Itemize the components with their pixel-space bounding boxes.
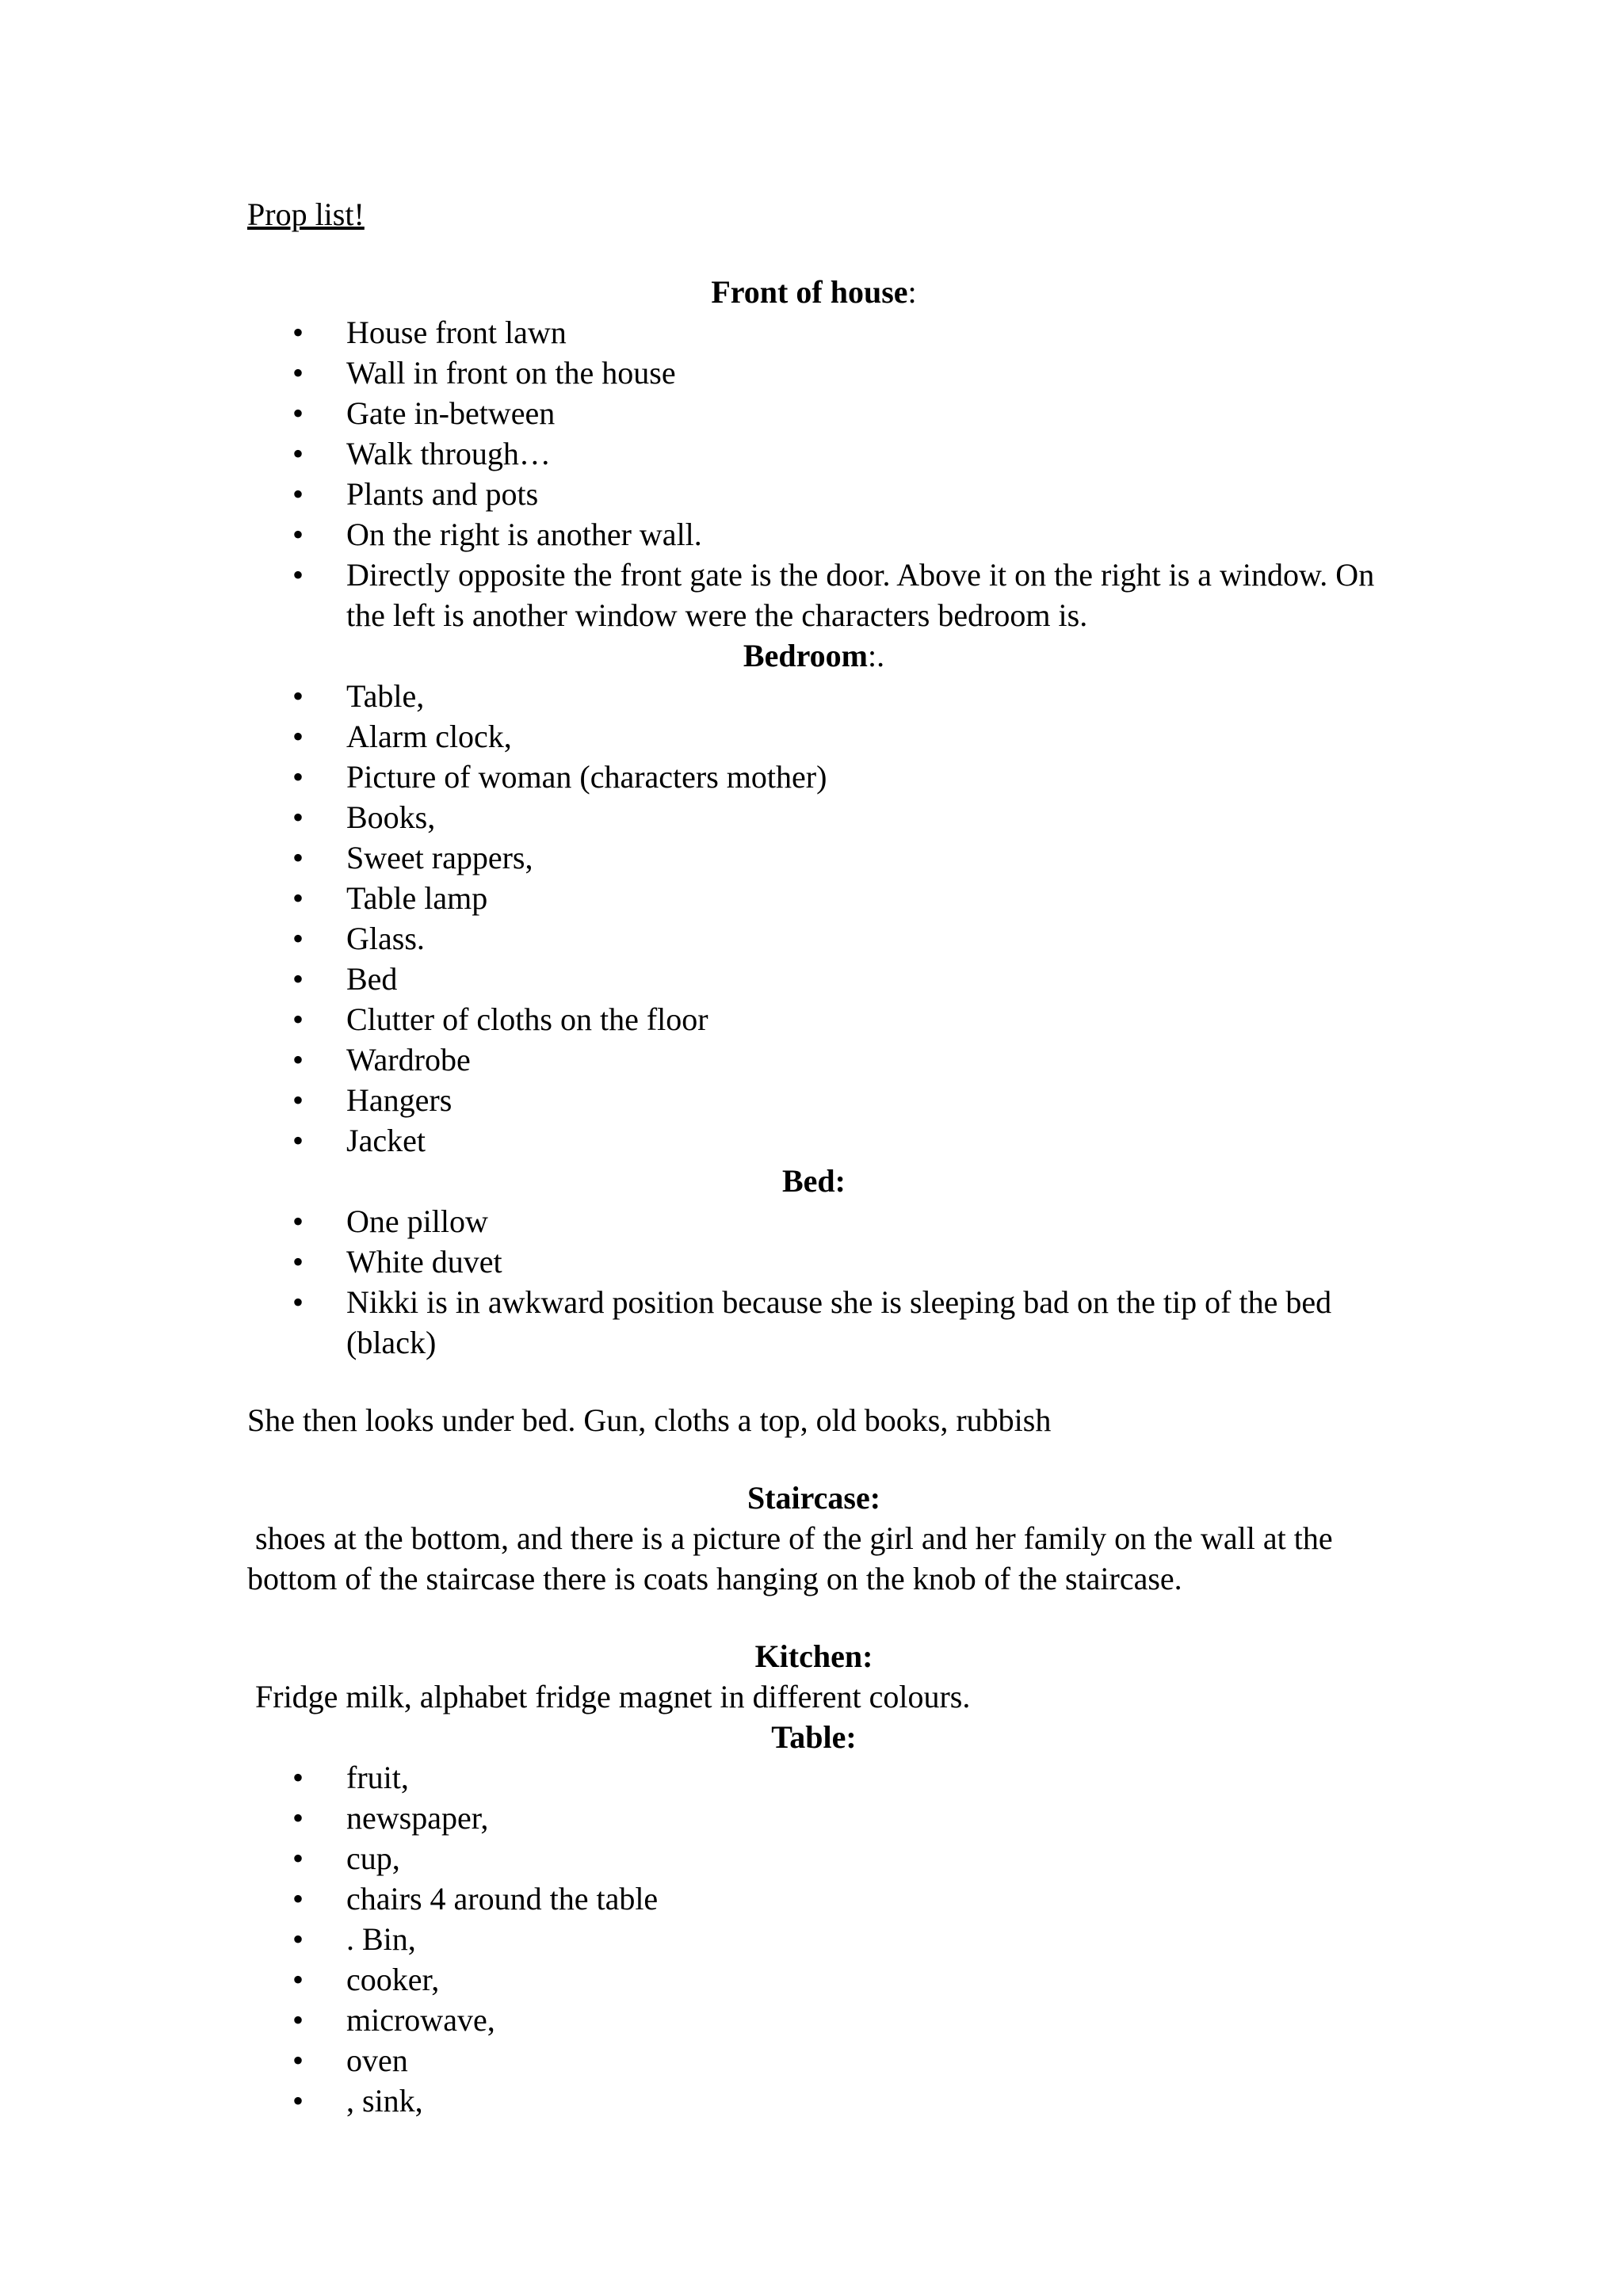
list-item [247, 918, 1381, 959]
list-item [247, 1878, 1381, 1919]
list-item-text: Wall in front on the house [346, 355, 676, 391]
bullet-icon: • [292, 1921, 304, 1957]
bullet-icon: • [292, 1203, 304, 1239]
list-item [247, 555, 1381, 635]
kitchen-paragraph: Fridge milk, alphabet fridge magnet in different colours. [255, 1679, 971, 1714]
list-item-text: newspaper, [346, 1800, 489, 1836]
list-item [247, 312, 1381, 353]
list-item-text: On the right is another wall. [346, 517, 702, 552]
list-item-text: oven [346, 2042, 408, 2078]
list-item [247, 2000, 1381, 2040]
bullet-icon: • [292, 355, 304, 391]
list-item [247, 2081, 1381, 2121]
list-item-text: One pillow [346, 1203, 488, 1239]
heading-bed [247, 1161, 1381, 1201]
bullet-icon: • [292, 315, 304, 350]
heading-bedroom [247, 635, 1381, 676]
bullet-icon: • [292, 395, 304, 431]
bullet-icon: • [292, 557, 304, 593]
bullet-icon: • [292, 1962, 304, 1997]
bullet-icon: • [292, 2083, 304, 2119]
heading-bed-label: Bed: [782, 1163, 846, 1199]
heading-bedroom-label: Bedroom [743, 638, 868, 673]
bullet-icon: • [292, 678, 304, 714]
list-item [247, 837, 1381, 878]
bullet-icon: • [292, 517, 304, 552]
heading-kitchen-label: Kitchen: [754, 1638, 873, 1674]
list-table [247, 1757, 1381, 2121]
list-item-text: Books, [346, 799, 436, 835]
list-item [247, 1838, 1381, 1878]
bullet-icon: • [292, 719, 304, 754]
list-item-text: Bed [346, 961, 398, 997]
heading-staircase [247, 1478, 1381, 1518]
list-item-text: chairs 4 around the table [346, 1881, 659, 1917]
bullet-icon: • [292, 476, 304, 512]
heading-front-of-house-label: Front of house [711, 274, 908, 310]
list-item [247, 1282, 1381, 1363]
list-item [247, 1080, 1381, 1120]
list-item-text: Clutter of cloths on the floor [346, 1001, 708, 1037]
list-item-text: cooker, [346, 1962, 440, 1997]
list-item [247, 999, 1381, 1039]
list-item-text: Plants and pots [346, 476, 539, 512]
list-item-text: Table lamp [346, 880, 488, 916]
heading-kitchen [247, 1636, 1381, 1676]
list-item-text: Glass. [346, 921, 425, 956]
list-item-text: Picture of woman (characters mother) [346, 759, 827, 795]
heading-staircase-label: Staircase: [747, 1480, 881, 1516]
list-item-text: fruit, [346, 1760, 409, 1795]
list-item [247, 716, 1381, 757]
list-item [247, 2040, 1381, 2081]
list-item [247, 1919, 1381, 1959]
bullet-icon: • [292, 1123, 304, 1158]
heading-front-of-house [247, 272, 1381, 312]
list-bed [247, 1201, 1381, 1363]
list-item-text: cup, [346, 1840, 400, 1876]
bullet-icon: • [292, 1042, 304, 1077]
list-item-text: House front lawn [346, 315, 567, 350]
heading-bedroom-suffix: :. [867, 638, 885, 673]
list-item [247, 353, 1381, 393]
list-item-text: Gate in-between [346, 395, 556, 431]
list-item-text: Hangers [346, 1082, 453, 1118]
bullet-icon: • [292, 436, 304, 471]
list-item [247, 474, 1381, 514]
bullet-icon: • [292, 840, 304, 875]
list-item-text: White duvet [346, 1244, 502, 1280]
list-item [247, 757, 1381, 797]
list-front-of-house [247, 312, 1381, 635]
list-item-text: Table, [346, 678, 425, 714]
list-item-text: microwave, [346, 2002, 495, 2038]
list-item-text: Alarm clock, [346, 719, 512, 754]
list-item-text: Wardrobe [346, 1042, 471, 1077]
document-title: Prop list! [247, 196, 365, 232]
bullet-icon: • [292, 1881, 304, 1917]
bullet-icon: • [292, 921, 304, 956]
list-item [247, 1757, 1381, 1798]
under-bed-paragraph: She then looks under bed. Gun, cloths a top, old books, rubbish [247, 1402, 1052, 1438]
list-item [247, 1039, 1381, 1080]
bullet-icon: • [292, 799, 304, 835]
list-item [247, 1120, 1381, 1161]
list-item-text: Directly opposite the front gate is the door. Above it on the right is a window. On the left is another window were the characters bedroom is. [346, 557, 1375, 633]
bullet-icon: • [292, 1840, 304, 1876]
bullet-icon: • [292, 1800, 304, 1836]
list-item-text: , sink, [346, 2083, 423, 2119]
list-item [247, 1201, 1381, 1241]
list-item [247, 676, 1381, 716]
list-item-text: Walk through… [346, 436, 551, 471]
staircase-paragraph: shoes at the bottom, and there is a picture of the girl and her family on the wall at the bottom of the staircase there is coats hanging on the knob of the staircase. [247, 1520, 1341, 1596]
bullet-icon: • [292, 759, 304, 795]
list-item-text: Nikki is in awkward position because she is sleeping bad on the tip of the bed (black) [346, 1284, 1332, 1360]
bullet-icon: • [292, 1284, 304, 1320]
list-item-text: Jacket [346, 1123, 426, 1158]
list-item [247, 393, 1381, 433]
list-item [247, 878, 1381, 918]
list-item [247, 1798, 1381, 1838]
document-page [247, 194, 1381, 2121]
bullet-icon: • [292, 961, 304, 997]
heading-table [247, 1717, 1381, 1757]
list-item [247, 433, 1381, 474]
list-item [247, 1241, 1381, 1282]
bullet-icon: • [292, 1244, 304, 1280]
bullet-icon: • [292, 2042, 304, 2078]
heading-table-label: Table: [771, 1719, 857, 1755]
heading-front-of-house-suffix: : [907, 274, 917, 310]
list-item [247, 959, 1381, 999]
list-item-text: Sweet rappers, [346, 840, 533, 875]
list-item-text: . Bin, [346, 1921, 416, 1957]
bullet-icon: • [292, 880, 304, 916]
list-item [247, 1959, 1381, 2000]
list-item [247, 797, 1381, 837]
bullet-icon: • [292, 1001, 304, 1037]
bullet-icon: • [292, 2002, 304, 2038]
list-item [247, 514, 1381, 555]
bullet-icon: • [292, 1082, 304, 1118]
bullet-icon: • [292, 1760, 304, 1795]
list-bedroom [247, 676, 1381, 1161]
